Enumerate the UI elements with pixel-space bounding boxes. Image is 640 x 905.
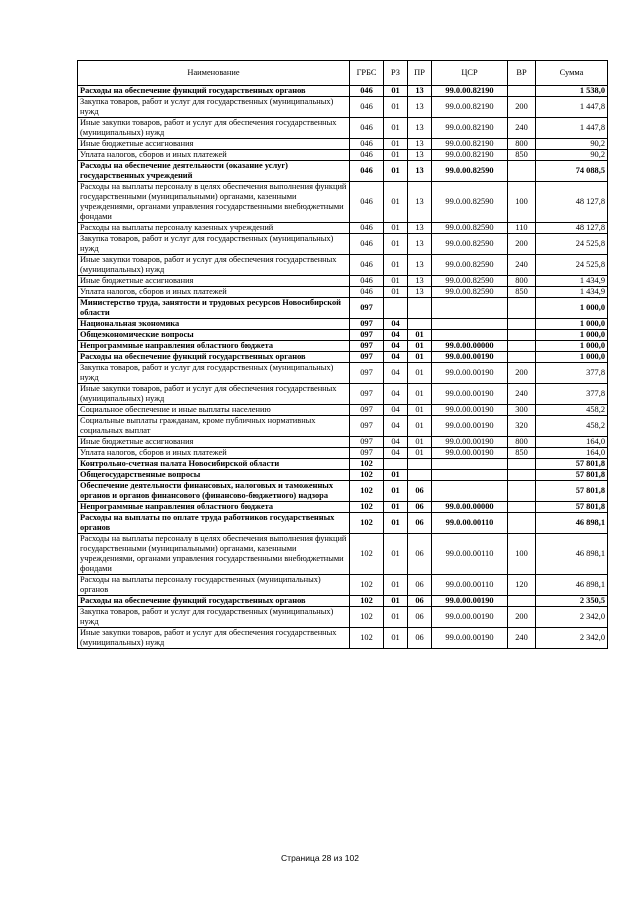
row-csr-cell: 99.0.00.00000 [432,502,508,513]
row-rz-cell: 04 [384,319,408,330]
row-csr-cell: 99.0.00.00190 [432,607,508,628]
row-vr-cell: 240 [508,384,536,405]
table-row [78,161,608,182]
row-vr-cell [508,341,536,352]
row-name-cell: Расходы на обеспечение функций государственных органов [78,352,350,363]
row-grbs-cell: 102 [350,575,384,596]
row-csr-cell [432,298,508,319]
row-vr-cell [508,513,536,534]
table-row [78,534,608,575]
table-row [78,150,608,161]
row-pr-cell: 13 [408,287,432,298]
table-row [78,384,608,405]
table-row [78,118,608,139]
row-csr-cell: 99.0.00.00000 [432,341,508,352]
row-pr-cell: 13 [408,86,432,97]
row-name-cell: Иные закупки товаров, работ и услуг для обеспечения государственных (муниципальных) нужд [78,628,350,649]
row-csr-cell: 99.0.00.82590 [432,287,508,298]
table-row [78,437,608,448]
row-rz-cell: 01 [384,139,408,150]
row-name-cell: Расходы на выплаты по оплате труда работников государственных органов [78,513,350,534]
row-vr-cell [508,298,536,319]
header-csr: ЦСР [432,61,508,86]
table-row [78,513,608,534]
row-sum-cell: 57 801,8 [536,470,608,481]
row-name-cell: Обеспечение деятельности финансовых, налоговых и таможенных органов и органов финансового (финансово-бюджетного) надзора [78,481,350,502]
row-name-cell: Расходы на выплаты персоналу в целях обеспечения выполнения функций государственными (муниципальными) органами, казенными учреждениями, органами управления государственными внебюджетными фондами [78,534,350,575]
row-csr-cell: 99.0.00.82590 [432,223,508,234]
row-rz-cell: 01 [384,502,408,513]
row-rz-cell [384,459,408,470]
table-row [78,287,608,298]
page-number: Страница 28 из 102 [281,853,359,863]
row-grbs-cell: 097 [350,341,384,352]
row-pr-cell: 06 [408,628,432,649]
row-name-cell: Закупка товаров, работ и услуг для государственных (муниципальных) нужд [78,607,350,628]
row-sum-cell: 46 898,1 [536,534,608,575]
row-pr-cell: 01 [408,416,432,437]
row-rz-cell: 04 [384,363,408,384]
row-grbs-cell: 097 [350,298,384,319]
row-pr-cell: 01 [408,448,432,459]
row-pr-cell: 01 [408,363,432,384]
table-row [78,86,608,97]
row-vr-cell: 200 [508,607,536,628]
row-sum-cell: 57 801,8 [536,481,608,502]
row-rz-cell: 04 [384,448,408,459]
row-pr-cell: 06 [408,596,432,607]
row-csr-cell: 99.0.00.82590 [432,161,508,182]
row-pr-cell: 13 [408,97,432,118]
table-row [78,481,608,502]
row-rz-cell: 01 [384,607,408,628]
row-name-cell: Расходы на обеспечение деятельности (оказание услуг) государственных учреждений [78,161,350,182]
row-grbs-cell: 097 [350,352,384,363]
row-grbs-cell: 102 [350,534,384,575]
row-vr-cell: 300 [508,405,536,416]
row-vr-cell: 100 [508,534,536,575]
table-row [78,502,608,513]
row-pr-cell: 13 [408,234,432,255]
row-grbs-cell: 097 [350,437,384,448]
row-vr-cell [508,459,536,470]
row-sum-cell: 46 898,1 [536,513,608,534]
row-pr-cell: 06 [408,575,432,596]
row-rz-cell: 01 [384,481,408,502]
row-rz-cell: 01 [384,97,408,118]
row-rz-cell: 04 [384,416,408,437]
row-vr-cell [508,161,536,182]
row-vr-cell: 800 [508,437,536,448]
row-vr-cell: 850 [508,448,536,459]
row-pr-cell: 01 [408,352,432,363]
row-pr-cell [408,470,432,481]
row-name-cell: Закупка товаров, работ и услуг для государственных (муниципальных) нужд [78,234,350,255]
row-grbs-cell: 102 [350,502,384,513]
table-row [78,596,608,607]
row-rz-cell: 01 [384,596,408,607]
row-vr-cell [508,319,536,330]
row-vr-cell: 240 [508,255,536,276]
row-csr-cell [432,470,508,481]
row-pr-cell: 06 [408,502,432,513]
row-vr-cell [508,502,536,513]
row-name-cell: Министерство труда, занятости и трудовых ресурсов Новосибирской области [78,298,350,319]
row-vr-cell: 800 [508,139,536,150]
row-rz-cell: 01 [384,234,408,255]
row-rz-cell: 04 [384,352,408,363]
table-row [78,416,608,437]
row-sum-cell: 164,0 [536,437,608,448]
row-sum-cell: 57 801,8 [536,502,608,513]
row-sum-cell: 1 000,0 [536,298,608,319]
row-csr-cell [432,330,508,341]
row-grbs-cell: 046 [350,255,384,276]
table-row [78,405,608,416]
table-row [78,234,608,255]
table-row [78,319,608,330]
row-pr-cell: 13 [408,276,432,287]
row-csr-cell: 99.0.00.00190 [432,628,508,649]
row-rz-cell: 01 [384,182,408,223]
row-grbs-cell: 097 [350,448,384,459]
row-name-cell: Расходы на обеспечение функций государственных органов [78,86,350,97]
row-pr-cell: 13 [408,139,432,150]
row-sum-cell: 377,8 [536,363,608,384]
table-row [78,223,608,234]
row-name-cell: Уплата налогов, сборов и иных платежей [78,150,350,161]
row-name-cell: Закупка товаров, работ и услуг для государственных (муниципальных) нужд [78,363,350,384]
row-sum-cell: 74 088,5 [536,161,608,182]
row-grbs-cell: 046 [350,276,384,287]
row-sum-cell: 1 000,0 [536,341,608,352]
row-grbs-cell: 046 [350,182,384,223]
table-row [78,459,608,470]
row-rz-cell: 01 [384,470,408,481]
row-csr-cell: 99.0.00.82190 [432,97,508,118]
row-sum-cell: 164,0 [536,448,608,459]
table-row [78,182,608,223]
row-sum-cell: 1 000,0 [536,352,608,363]
row-vr-cell [508,470,536,481]
row-name-cell: Иные бюджетные ассигнования [78,139,350,150]
table-row [78,352,608,363]
table-body [78,86,608,649]
table-row [78,341,608,352]
row-sum-cell: 24 525,8 [536,234,608,255]
row-csr-cell: 99.0.00.00110 [432,534,508,575]
header-sum: Сумма [536,61,608,86]
row-pr-cell [408,459,432,470]
row-pr-cell: 13 [408,118,432,139]
row-vr-cell: 110 [508,223,536,234]
row-name-cell: Уплата налогов, сборов и иных платежей [78,287,350,298]
row-name-cell: Непрограммные направления областного бюджета [78,502,350,513]
row-pr-cell: 01 [408,341,432,352]
row-name-cell: Расходы на выплаты персоналу в целях обеспечения выполнения функций государственными (муниципальными) органами, казенными учреждениями, органами управления государственными внебюджетными фондами [78,182,350,223]
row-csr-cell: 99.0.00.00190 [432,363,508,384]
row-name-cell: Иные бюджетные ассигнования [78,276,350,287]
row-pr-cell: 13 [408,161,432,182]
table-row [78,255,608,276]
table-header-row [78,61,608,86]
row-rz-cell: 04 [384,405,408,416]
row-rz-cell: 01 [384,255,408,276]
row-sum-cell: 1 000,0 [536,319,608,330]
header-name: Наименование [78,61,350,86]
row-csr-cell: 99.0.00.82590 [432,276,508,287]
row-vr-cell [508,352,536,363]
row-csr-cell: 99.0.00.82590 [432,182,508,223]
row-sum-cell: 24 525,8 [536,255,608,276]
row-pr-cell [408,298,432,319]
row-csr-cell: 99.0.00.00190 [432,405,508,416]
row-csr-cell: 99.0.00.00190 [432,416,508,437]
table-row [78,448,608,459]
row-pr-cell: 13 [408,223,432,234]
row-grbs-cell: 046 [350,150,384,161]
row-name-cell: Расходы на обеспечение функций государственных органов [78,596,350,607]
budget-table [77,60,608,649]
row-sum-cell: 1 538,0 [536,86,608,97]
row-sum-cell: 1 000,0 [536,330,608,341]
row-grbs-cell: 046 [350,223,384,234]
row-vr-cell: 240 [508,118,536,139]
row-vr-cell: 100 [508,182,536,223]
row-csr-cell: 99.0.00.82590 [432,255,508,276]
budget-table-container [77,60,607,649]
row-rz-cell: 01 [384,276,408,287]
row-rz-cell: 01 [384,575,408,596]
row-vr-cell: 200 [508,234,536,255]
table-row [78,139,608,150]
table-row [78,607,608,628]
row-csr-cell: 99.0.00.00190 [432,384,508,405]
row-grbs-cell: 097 [350,416,384,437]
row-grbs-cell: 046 [350,234,384,255]
row-pr-cell: 06 [408,513,432,534]
row-rz-cell: 01 [384,118,408,139]
row-rz-cell: 01 [384,161,408,182]
row-pr-cell: 01 [408,330,432,341]
row-csr-cell: 99.0.00.82190 [432,139,508,150]
row-rz-cell: 04 [384,437,408,448]
row-pr-cell: 01 [408,405,432,416]
row-csr-cell: 99.0.00.00110 [432,513,508,534]
row-grbs-cell: 046 [350,161,384,182]
row-name-cell: Контрольно-счетная палата Новосибирской области [78,459,350,470]
row-csr-cell: 99.0.00.00110 [432,575,508,596]
table-row [78,276,608,287]
row-pr-cell: 01 [408,437,432,448]
row-pr-cell: 06 [408,534,432,575]
row-rz-cell: 01 [384,287,408,298]
header-vr: ВР [508,61,536,86]
row-name-cell: Иные закупки товаров, работ и услуг для обеспечения государственных (муниципальных) нужд [78,255,350,276]
row-rz-cell: 04 [384,330,408,341]
row-sum-cell: 2 342,0 [536,607,608,628]
row-name-cell: Непрограммные направления областного бюджета [78,341,350,352]
row-vr-cell [508,481,536,502]
row-rz-cell: 01 [384,86,408,97]
row-grbs-cell: 102 [350,481,384,502]
row-grbs-cell: 046 [350,97,384,118]
row-vr-cell: 800 [508,276,536,287]
row-pr-cell [408,319,432,330]
row-csr-cell: 99.0.00.82190 [432,118,508,139]
row-rz-cell: 01 [384,150,408,161]
row-sum-cell: 377,8 [536,384,608,405]
row-grbs-cell: 046 [350,287,384,298]
row-sum-cell: 458,2 [536,405,608,416]
row-csr-cell: 99.0.00.82190 [432,150,508,161]
row-sum-cell: 2 350,5 [536,596,608,607]
row-grbs-cell: 102 [350,628,384,649]
row-grbs-cell: 097 [350,384,384,405]
row-pr-cell: 13 [408,150,432,161]
row-rz-cell: 01 [384,513,408,534]
row-grbs-cell: 046 [350,86,384,97]
row-name-cell: Социальные выплаты гражданам, кроме публичных нормативных социальных выплат [78,416,350,437]
table-row [78,470,608,481]
row-grbs-cell: 097 [350,319,384,330]
row-csr-cell [432,481,508,502]
row-pr-cell: 01 [408,384,432,405]
row-vr-cell: 320 [508,416,536,437]
row-vr-cell: 120 [508,575,536,596]
row-rz-cell: 01 [384,628,408,649]
row-rz-cell: 01 [384,534,408,575]
row-sum-cell: 57 801,8 [536,459,608,470]
row-name-cell: Расходы на выплаты персоналу казенных учреждений [78,223,350,234]
row-name-cell: Закупка товаров, работ и услуг для государственных (муниципальных) нужд [78,97,350,118]
row-sum-cell: 90,2 [536,139,608,150]
table-row [78,97,608,118]
header-pr: ПР [408,61,432,86]
row-vr-cell: 850 [508,287,536,298]
row-grbs-cell: 102 [350,596,384,607]
row-name-cell: Уплата налогов, сборов и иных платежей [78,448,350,459]
row-csr-cell: 99.0.00.00190 [432,437,508,448]
row-sum-cell: 48 127,8 [536,182,608,223]
row-grbs-cell: 097 [350,363,384,384]
row-csr-cell: 99.0.00.82590 [432,234,508,255]
row-vr-cell [508,596,536,607]
row-vr-cell [508,330,536,341]
row-sum-cell: 1 447,8 [536,97,608,118]
row-grbs-cell: 102 [350,513,384,534]
header-grbs: ГРБС [350,61,384,86]
row-csr-cell: 99.0.00.00190 [432,352,508,363]
row-sum-cell: 1 434,9 [536,287,608,298]
row-rz-cell: 04 [384,341,408,352]
row-name-cell: Общегосударственные вопросы [78,470,350,481]
row-rz-cell: 01 [384,223,408,234]
row-rz-cell: 04 [384,384,408,405]
row-grbs-cell: 097 [350,405,384,416]
table-row [78,363,608,384]
row-sum-cell: 2 342,0 [536,628,608,649]
row-sum-cell: 458,2 [536,416,608,437]
row-vr-cell: 850 [508,150,536,161]
row-name-cell: Общеэкономические вопросы [78,330,350,341]
row-vr-cell: 200 [508,97,536,118]
row-pr-cell: 06 [408,481,432,502]
row-name-cell: Расходы на выплаты персоналу государственных (муниципальных) органов [78,575,350,596]
row-csr-cell [432,459,508,470]
row-name-cell: Социальное обеспечение и иные выплаты населению [78,405,350,416]
row-csr-cell: 99.0.00.00190 [432,448,508,459]
row-grbs-cell: 046 [350,139,384,150]
row-pr-cell: 13 [408,255,432,276]
row-grbs-cell: 102 [350,607,384,628]
row-vr-cell [508,86,536,97]
row-grbs-cell: 102 [350,459,384,470]
row-sum-cell: 90,2 [536,150,608,161]
table-row [78,575,608,596]
header-rz: РЗ [384,61,408,86]
row-rz-cell [384,298,408,319]
row-vr-cell: 240 [508,628,536,649]
row-pr-cell: 13 [408,182,432,223]
row-name-cell: Иные закупки товаров, работ и услуг для обеспечения государственных (муниципальных) нужд [78,384,350,405]
row-grbs-cell: 097 [350,330,384,341]
row-pr-cell: 06 [408,607,432,628]
table-row [78,298,608,319]
row-csr-cell [432,319,508,330]
row-csr-cell: 99.0.00.82190 [432,86,508,97]
row-sum-cell: 1 447,8 [536,118,608,139]
row-csr-cell: 99.0.00.00190 [432,596,508,607]
table-row [78,628,608,649]
row-name-cell: Иные бюджетные ассигнования [78,437,350,448]
row-sum-cell: 48 127,8 [536,223,608,234]
row-sum-cell: 1 434,9 [536,276,608,287]
row-vr-cell: 200 [508,363,536,384]
row-sum-cell: 46 898,1 [536,575,608,596]
table-row [78,330,608,341]
row-name-cell: Иные закупки товаров, работ и услуг для обеспечения государственных (муниципальных) нужд [78,118,350,139]
row-grbs-cell: 102 [350,470,384,481]
row-name-cell: Национальная экономика [78,319,350,330]
row-grbs-cell: 046 [350,118,384,139]
